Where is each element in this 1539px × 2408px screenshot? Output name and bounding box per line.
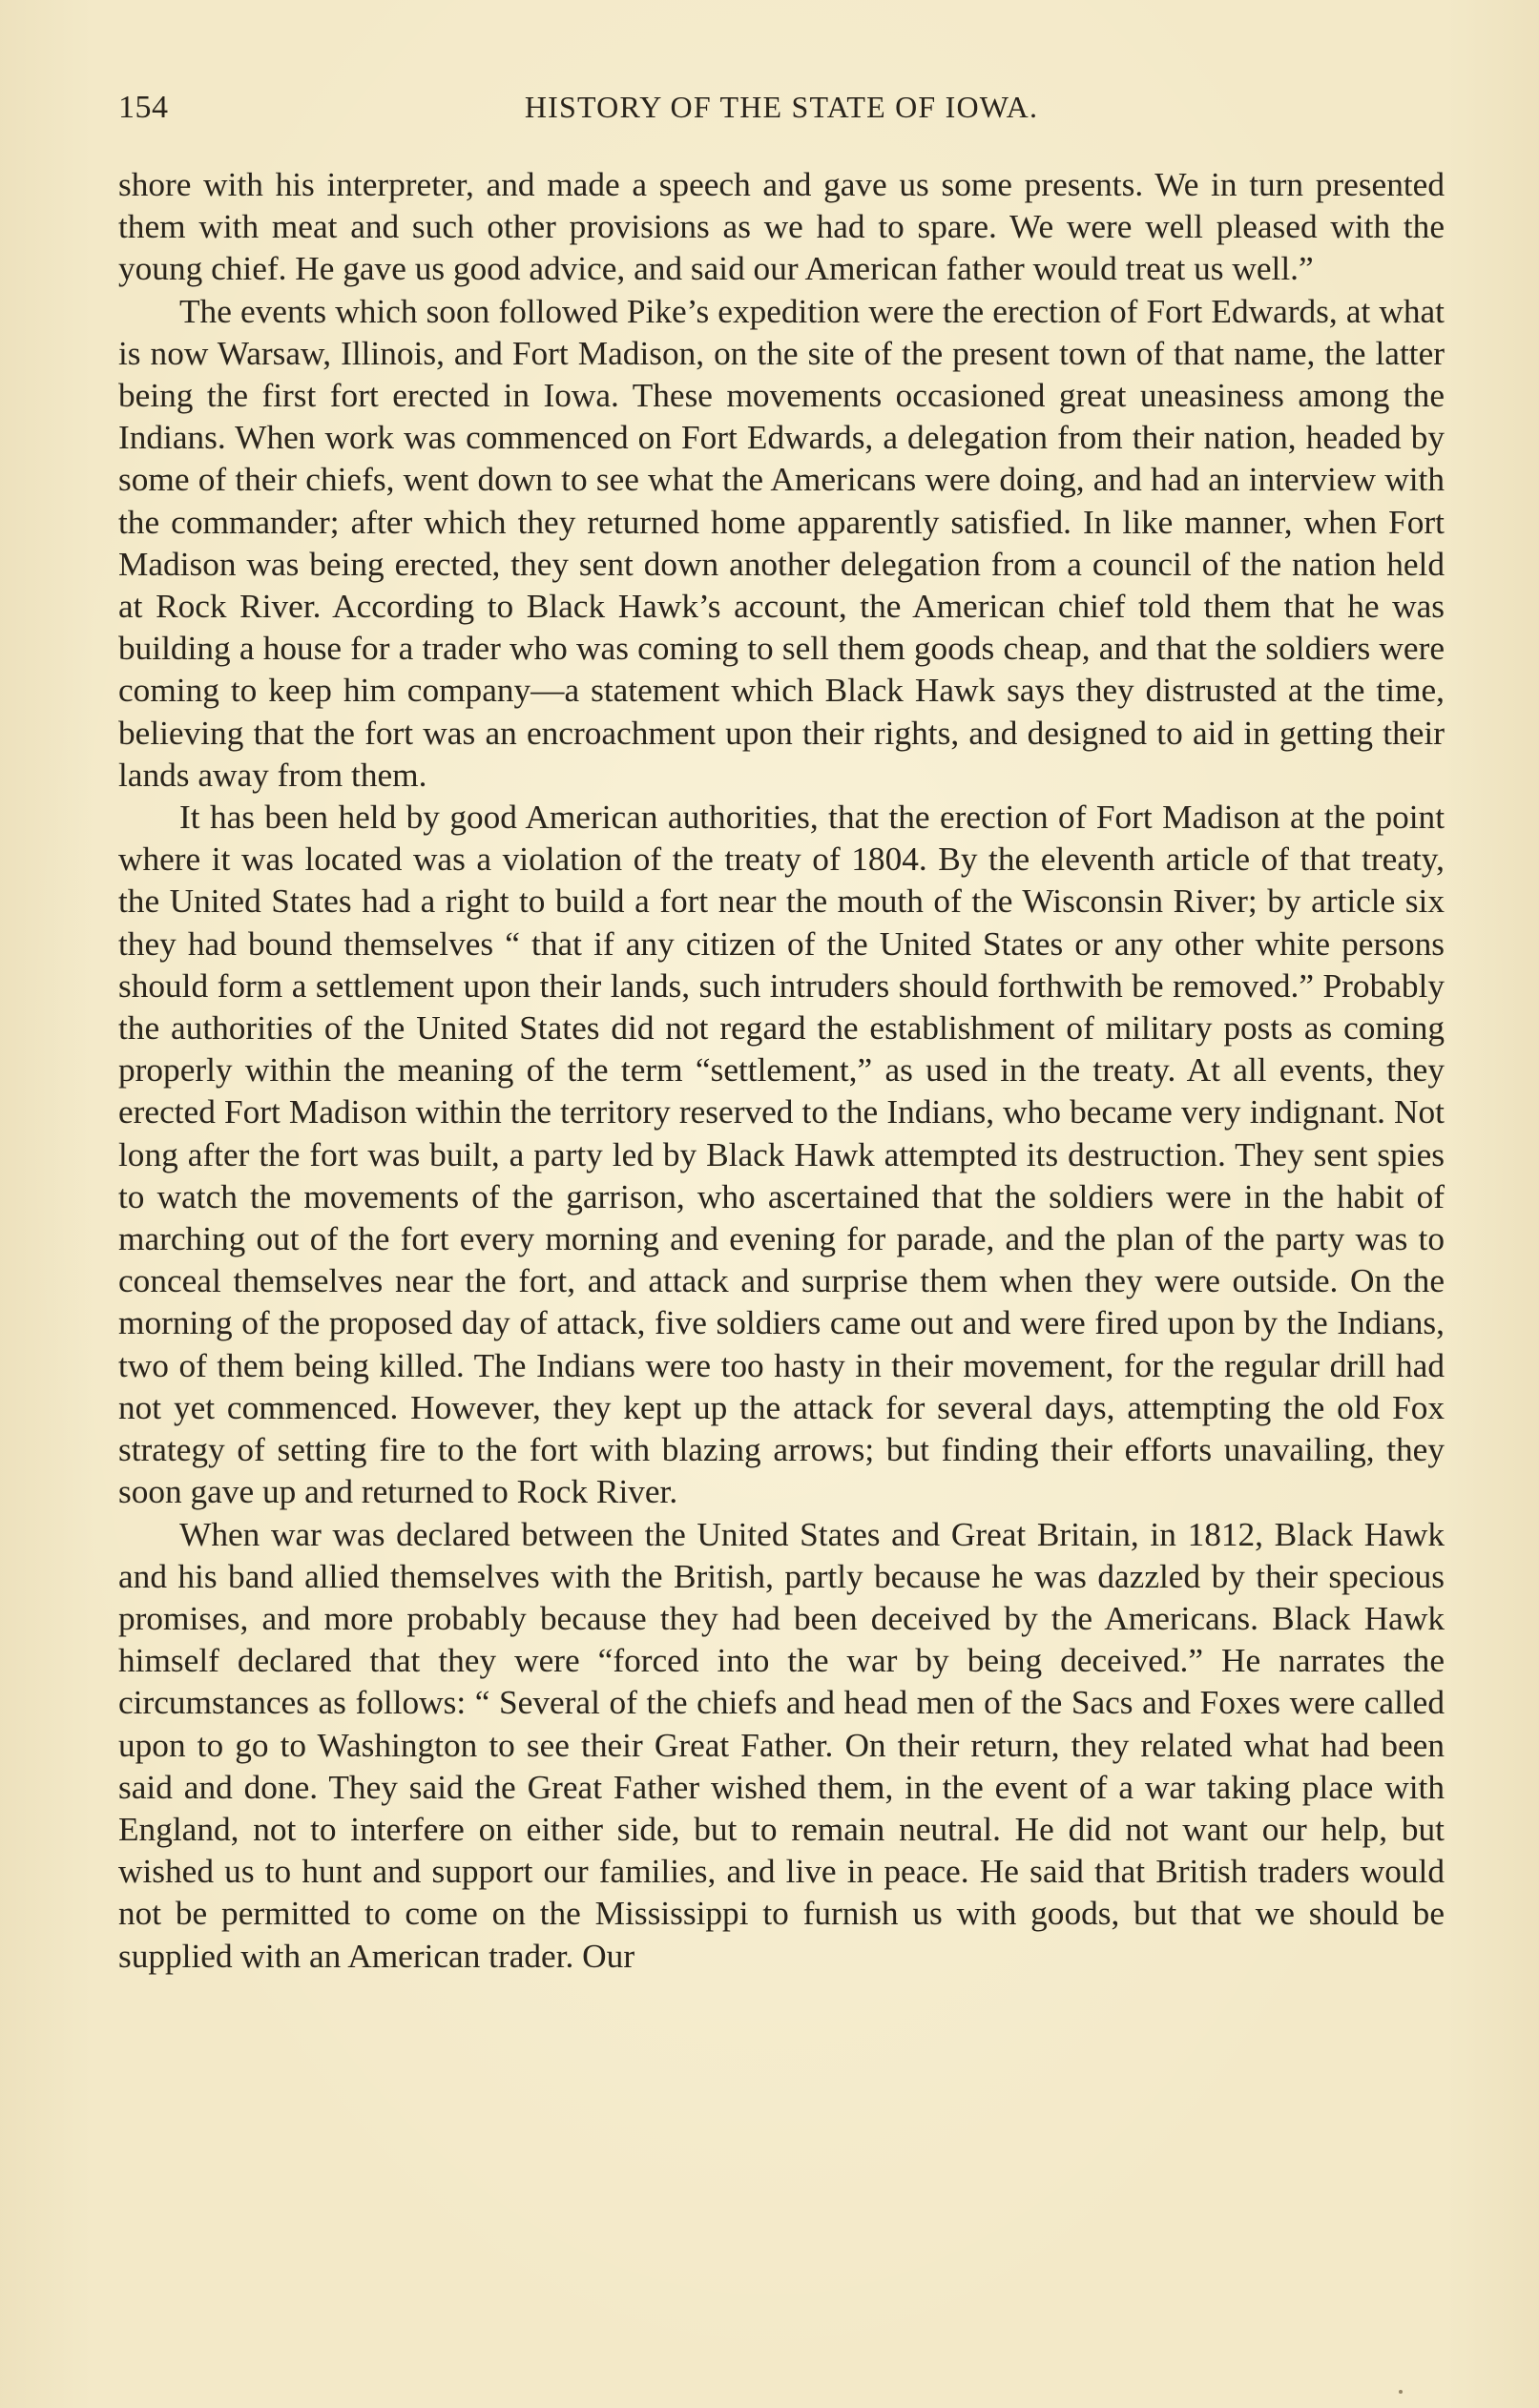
print-speck: [1399, 2390, 1403, 2394]
running-title: HISTORY OF THE STATE OF IOWA.: [524, 90, 1039, 124]
page-number: 154: [118, 90, 169, 125]
paragraph-fort-madison: It has been held by good American authorities, that the erection of Fort Madison at the point where it was located was a violation of the treaty of 1804. By the eleventh article of that treaty, the United States had a right to build a fort near the mouth of the Wisconsin River; by article six they had bound themselves “ that if any citizen of the United States or any other white persons should form a settlement upon their lands, such intruders should forthwith be removed.” Probably the authorities of the United States did not regard the establishment of military posts as coming properly within the meaning of the term “settlement,” as used in the treaty. At all events, they erected Fort Madison within the territory reserved to the Indians, who became very indignant. Not long after the fort was built, a party led by Black Hawk attempted its destruction. They sent spies to watch the movements of the garrison, who ascertained that the soldiers were in the habit of marching out of the fort every morning and evening for parade, and the plan of the party was to conceal themselves near the fort, and attack and surprise them when they were outside. On the morning of the proposed day of attack, five soldiers came out and were fired upon by the Indians, two of them being killed. The Indians were too hasty in their movement, for the regular drill had not yet commenced. However, they kept up the attack for several days, attempting the old Fox strategy of setting fire to the fort with blazing arrows; but finding their efforts unavailing, they soon gave up and returned to Rock River.: [118, 799, 1445, 1511]
paragraph-war-of-1812: When war was declared between the United States and Great Britain, in 1812, Black Hawk and his band allied themselves with the British, partly because he was dazzled by their specious promises, and more probably because they had been deceived by the Americans. Black Hawk himself declared that they were “forced into the war by being deceived.” He narrates the circumstances as follows: “ Several of the chiefs and head men of the Sacs and Foxes were called upon to go to Washington to see their Great Father. On their return, they related what had been said and done. They said the Great Father wished them, in the event of a war taking place with England, not to interfere on either side, but to remain neutral. He did not want our help, but wished us to hunt and support our families, and live in peace. He said that British traders would not be permitted to come on the Mississippi to furnish us with goods, but that we should be supplied with an American trader. Our: [118, 1515, 1445, 1975]
running-head: [118, 90, 1445, 137]
paragraph-fort-edwards: The events which soon followed Pike’s expedition were the erection of Fort Edwards, at what is now Warsaw, Illinois, and Fort Madison, on the site of the present town of that name, the latter being the first fort erected in Iowa. These movements occasioned great uneasiness among the Indians. When work was commenced on Fort Edwards, a delegation from their nation, headed by some of their chiefs, went down to see what the Americans were doing, and had an interview with the commander; after which they returned home apparently satisfied. In like manner, when Fort Madison was being erected, they sent down another delegation from a council of the nation held at Rock River. According to Black Hawk’s account, the American chief told them that he was building a house for a trader who was coming to sell them goods cheap, and that the soldiers were coming to keep him company—a statement which Black Hawk says they distrusted at the time, believing that the fort was an encroachment upon their rights, and designed to aid in getting their lands away from them.: [118, 292, 1445, 794]
paragraph-continued: shore with his interpreter, and made a speech and gave us some presents. We in turn presented them with meat and such other provisions as we had to spare. We were well pleased with the young chief. He gave us good advice, and said our American father would treat us well.”: [118, 166, 1445, 288]
body-text: [118, 164, 1445, 1978]
